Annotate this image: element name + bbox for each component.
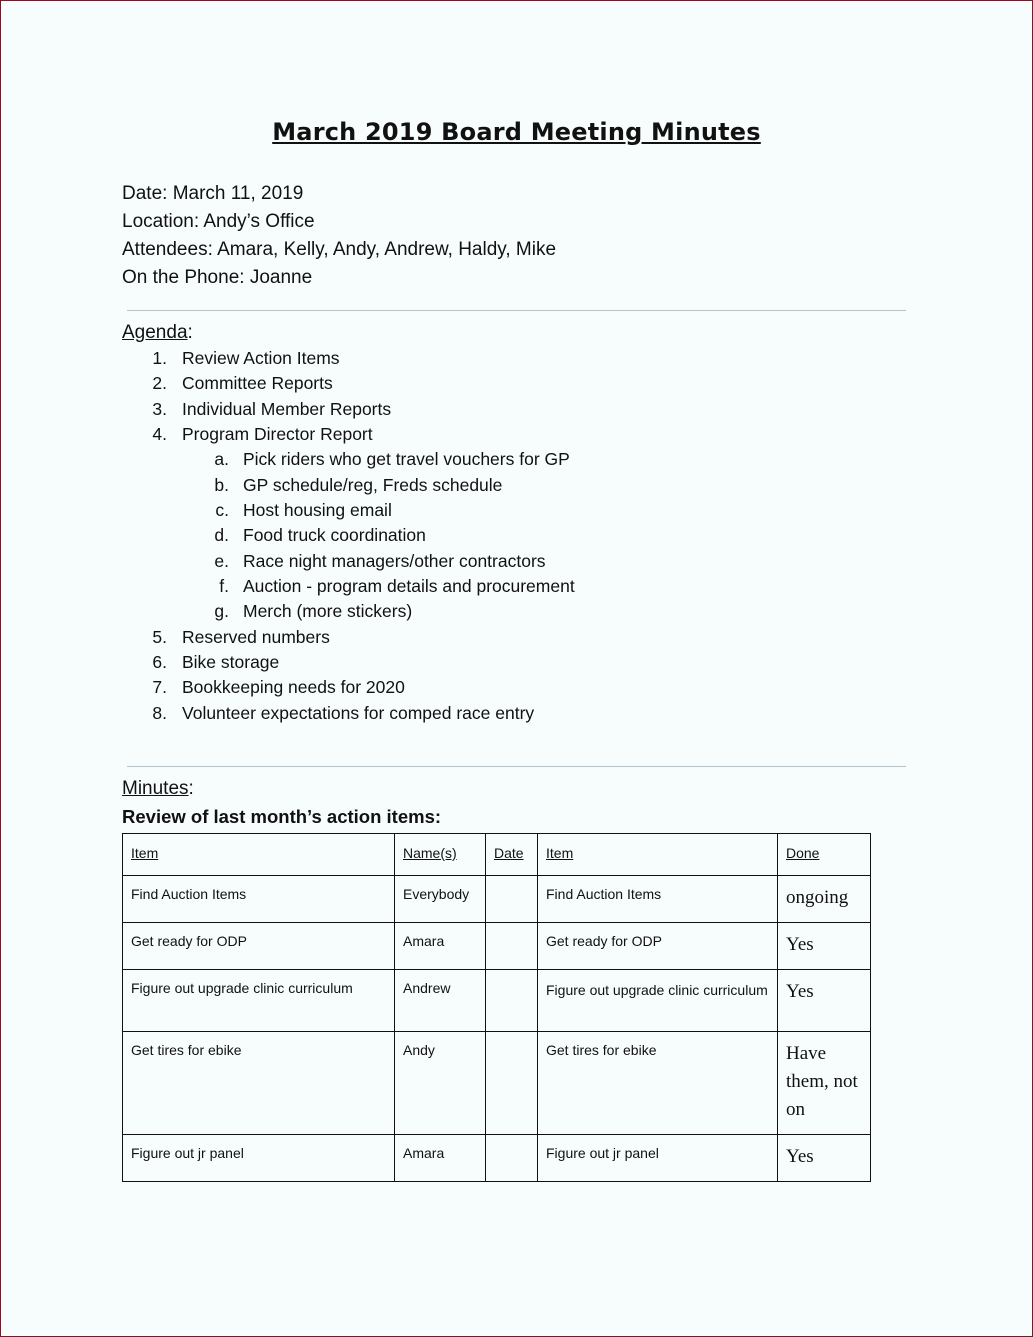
table-cell: Figure out upgrade clinic curriculum <box>123 970 395 1032</box>
table-row <box>123 876 871 923</box>
action-items-table <box>122 833 871 1182</box>
meeting-phone: On the Phone: Joanne <box>122 267 313 288</box>
table-cell-done: Yes <box>778 923 871 970</box>
table-row <box>123 970 871 1032</box>
table-cell: Get tires for ebike <box>538 1032 778 1135</box>
table-header-row <box>123 834 871 876</box>
table-cell-done: Yes <box>778 1135 871 1182</box>
page-title: March 2019 Board Meeting Minutes <box>272 118 761 146</box>
table-cell <box>486 1032 538 1135</box>
table-cell: Find Auction Items <box>538 876 778 923</box>
column-header-date: Date <box>486 834 538 876</box>
table-cell-done: ongoing <box>778 876 871 923</box>
column-header-names: Name(s) <box>395 834 486 876</box>
table-cell <box>486 970 538 1032</box>
divider <box>127 310 906 311</box>
table-row <box>123 1135 871 1182</box>
column-header-done: Done <box>778 834 871 876</box>
table-cell: Everybody <box>395 876 486 923</box>
table-cell: Find Auction Items <box>123 876 395 923</box>
column-header-item: Item <box>123 834 395 876</box>
table-cell <box>486 923 538 970</box>
table-cell <box>486 1135 538 1182</box>
meeting-attendees: Attendees: Amara, Kelly, Andy, Andrew, Haldy, Mike <box>122 239 557 260</box>
table-cell: Figure out upgrade clinic curriculum <box>538 970 778 1032</box>
table-cell: Get ready for ODP <box>538 923 778 970</box>
minutes-heading: Minutes: <box>122 778 194 799</box>
table-cell-done: Yes <box>778 970 871 1032</box>
table-cell: Figure out jr panel <box>538 1135 778 1182</box>
table-cell: Get ready for ODP <box>123 923 395 970</box>
meeting-details <box>122 180 556 292</box>
meeting-location: Location: Andy’s Office <box>122 211 315 232</box>
agenda-heading: Agenda: <box>122 322 193 343</box>
table-row <box>123 1032 871 1135</box>
action-items-heading: Review of last month’s action items: <box>122 806 442 827</box>
table-cell: Andy <box>395 1032 486 1135</box>
table-cell: Andrew <box>395 970 486 1032</box>
meeting-date: Date: March 11, 2019 <box>122 183 304 204</box>
table-row <box>123 923 871 970</box>
divider <box>127 766 906 767</box>
column-header-item-2: Item <box>538 834 778 876</box>
table-cell: Get tires for ebike <box>123 1032 395 1135</box>
table-cell: Figure out jr panel <box>123 1135 395 1182</box>
table-cell-done: Have them, not on <box>778 1032 871 1135</box>
table-cell: Amara <box>395 923 486 970</box>
table-cell <box>486 876 538 923</box>
table-cell: Amara <box>395 1135 486 1182</box>
